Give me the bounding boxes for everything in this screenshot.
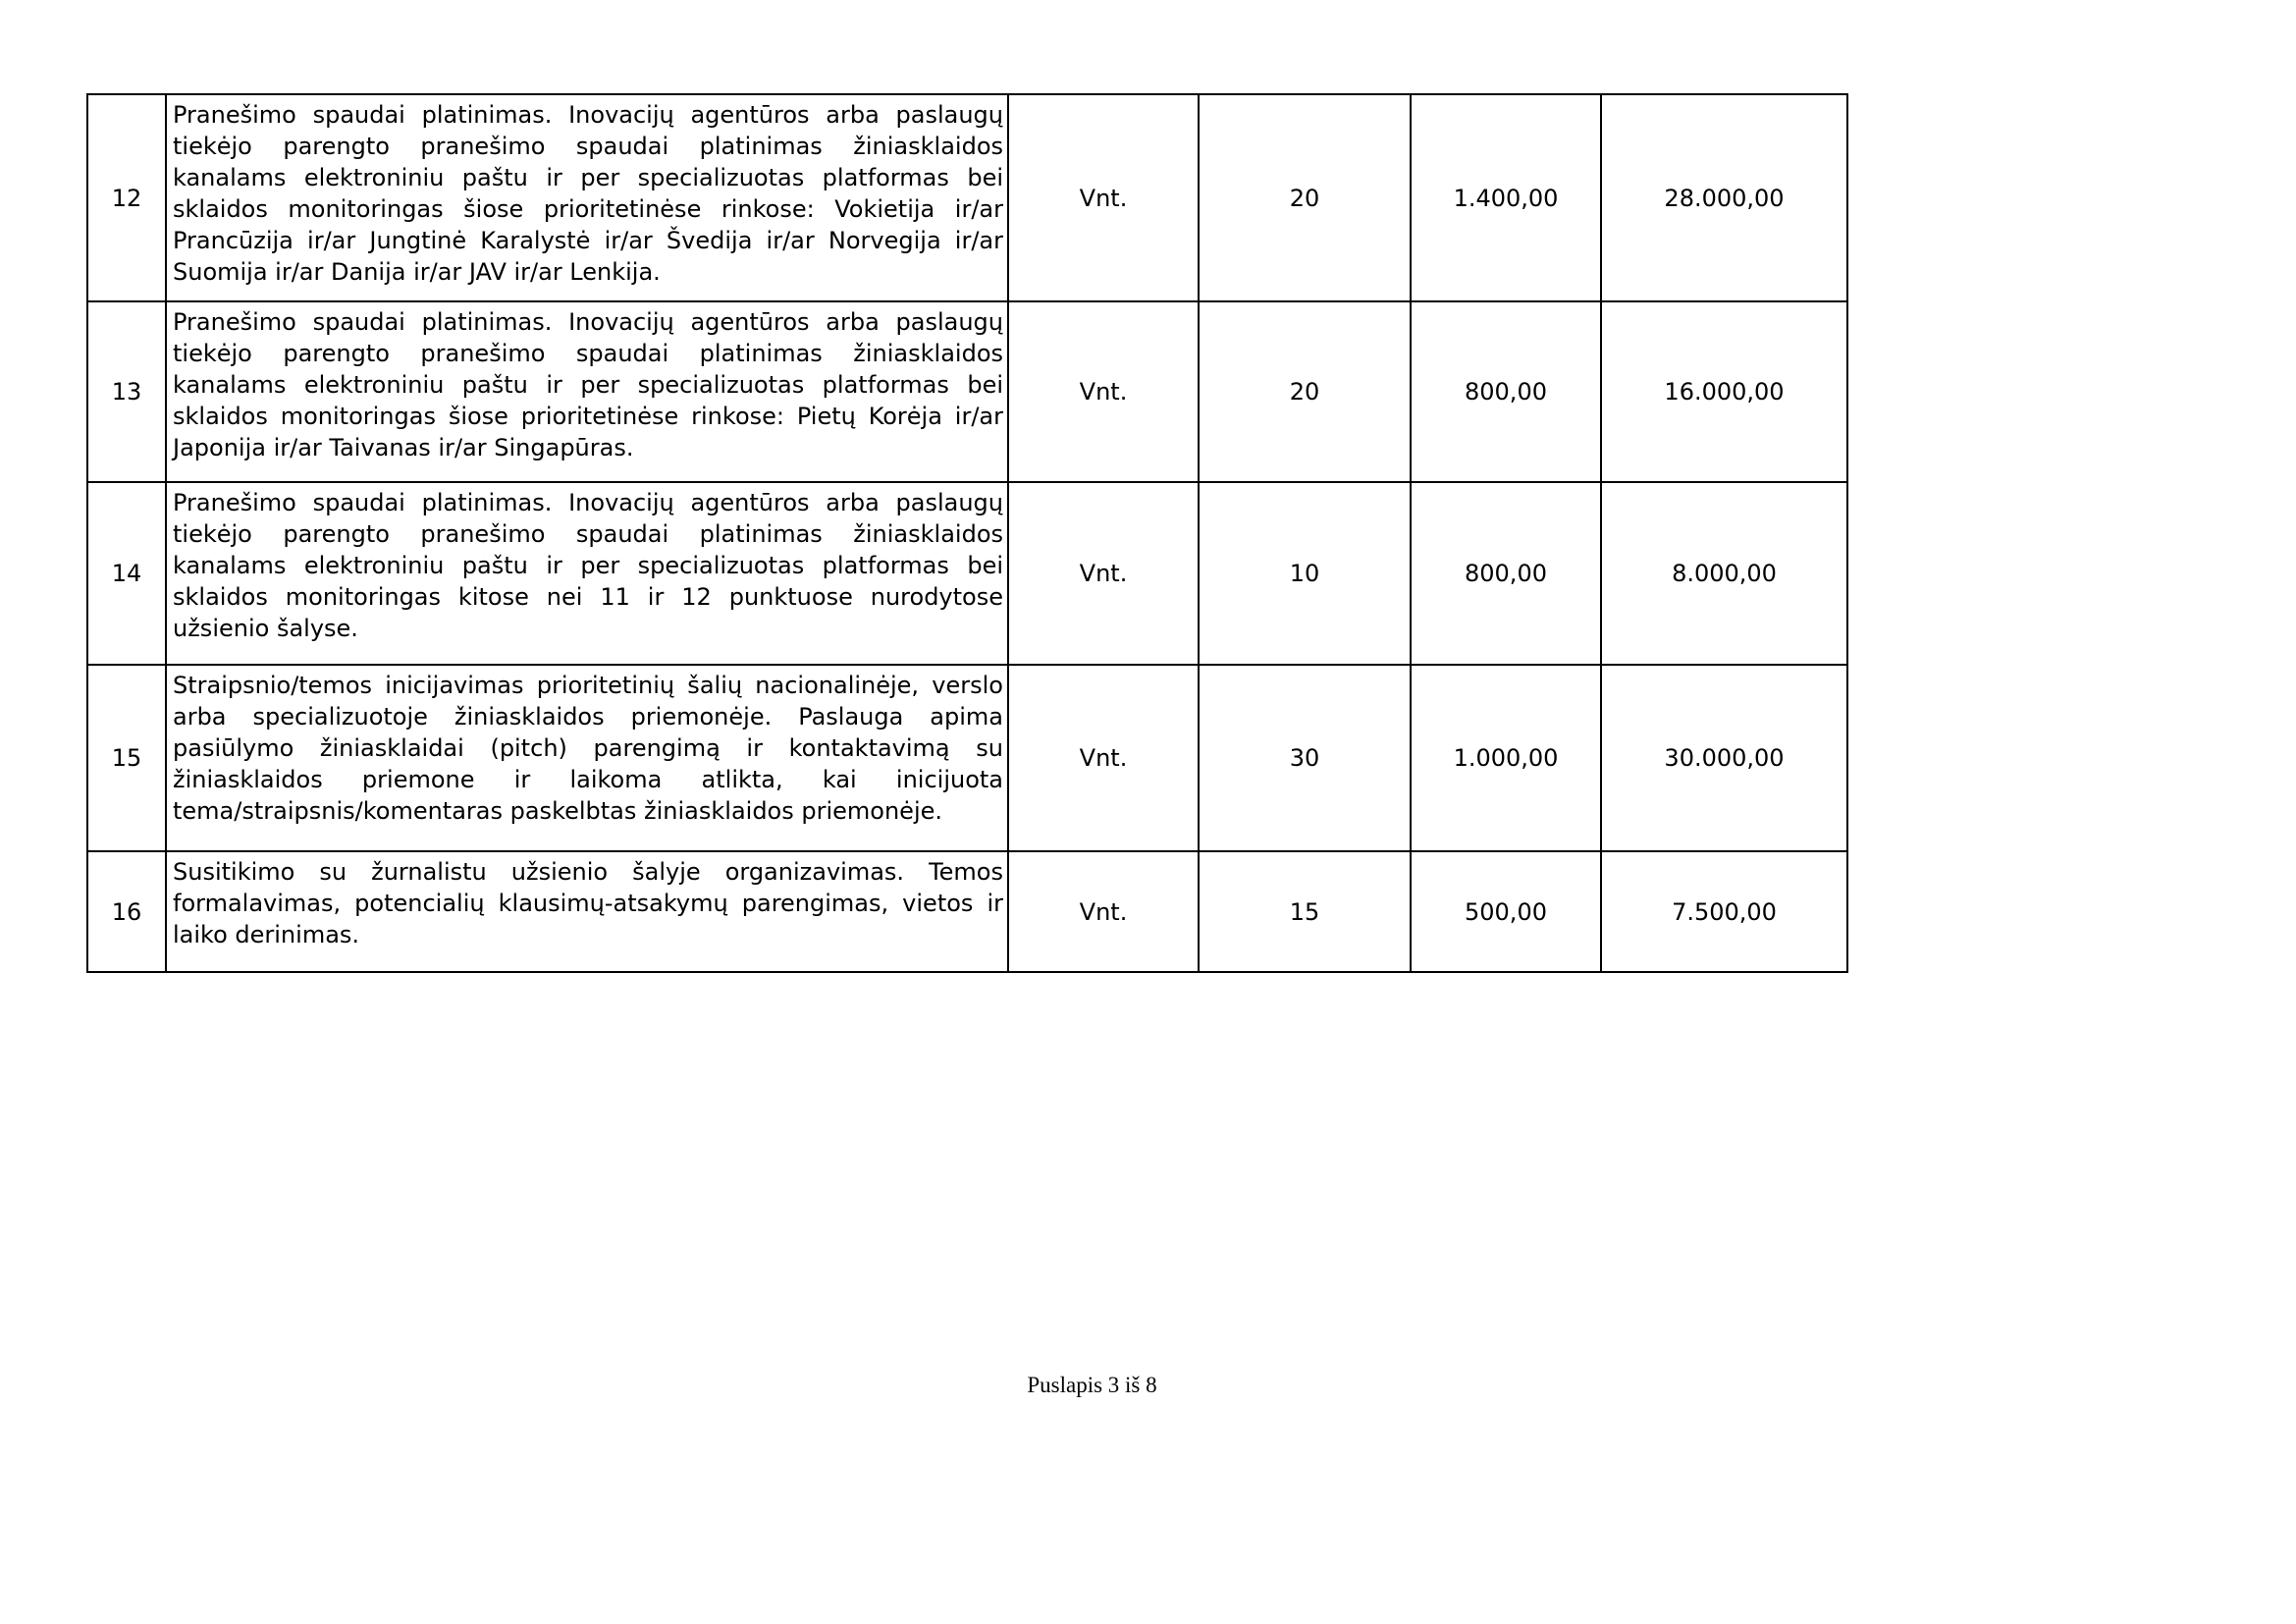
unit-price-cell: 800,00 bbox=[1411, 482, 1601, 665]
row-number-cell: 14 bbox=[87, 482, 166, 665]
description-cell: Pranešimo spaudai platinimas. Inovacijų agentūros arba paslaugų tiekėjo parengto pranešimo spaudai platinimas žiniasklaidos kanalams elektroniniu paštu ir per specializuotas platformas bei sklaidos monitoringas šiose prioritetinėse rinkose: Vokietija ir/ar Prancūzija ir/ar Jungtinė Karalystė ir/ar Švedija ir/ar Norvegija ir/ar Suomija ir/ar Danija ir/ar JAV ir/ar Lenkija. bbox=[166, 94, 1008, 301]
unit-cell: Vnt. bbox=[1008, 851, 1199, 972]
row-number-cell: 12 bbox=[87, 94, 166, 301]
total-cell: 28.000,00 bbox=[1601, 94, 1847, 301]
row-number-cell: 16 bbox=[87, 851, 166, 972]
unit-cell: Vnt. bbox=[1008, 665, 1199, 851]
unit-price-cell: 1.400,00 bbox=[1411, 94, 1601, 301]
table-row bbox=[87, 482, 1847, 665]
description-cell: Susitikimo su žurnalistu užsienio šalyje organizavimas. Temos formalavimas, potencialių klausimų-atsakymų parengimas, vietos ir laiko derinimas. bbox=[166, 851, 1008, 972]
quantity-cell: 15 bbox=[1199, 851, 1411, 972]
total-cell: 7.500,00 bbox=[1601, 851, 1847, 972]
description-cell: Straipsnio/temos inicijavimas prioritetinių šalių nacionalinėje, verslo arba specializuotoje žiniasklaidos priemonėje. Paslauga apima pasiūlymo žiniasklaidai (pitch) parengimą ir kontaktavimą su žiniasklaidos priemone ir laikoma atlikta, kai inicijuota tema/straipsnis/komentaras paskelbtas žiniasklaidos priemonėje. bbox=[166, 665, 1008, 851]
price-table bbox=[86, 93, 1848, 973]
total-cell: 30.000,00 bbox=[1601, 665, 1847, 851]
quantity-cell: 10 bbox=[1199, 482, 1411, 665]
unit-cell: Vnt. bbox=[1008, 301, 1199, 482]
table-row bbox=[87, 851, 1847, 972]
quantity-cell: 20 bbox=[1199, 301, 1411, 482]
description-cell: Pranešimo spaudai platinimas. Inovacijų agentūros arba paslaugų tiekėjo parengto pranešimo spaudai platinimas žiniasklaidos kanalams elektroniniu paštu ir per specializuotas platformas bei sklaidos monitoringas kitose nei 11 ir 12 punktuose nurodytose užsienio šalyse. bbox=[166, 482, 1008, 665]
description-cell: Pranešimo spaudai platinimas. Inovacijų agentūros arba paslaugų tiekėjo parengto pranešimo spaudai platinimas žiniasklaidos kanalams elektroniniu paštu ir per specializuotas platformas bei sklaidos monitoringas šiose prioritetinėse rinkose: Pietų Korėja ir/ar Japonija ir/ar Taivanas ir/ar Singapūras. bbox=[166, 301, 1008, 482]
unit-cell: Vnt. bbox=[1008, 482, 1199, 665]
unit-cell: Vnt. bbox=[1008, 94, 1199, 301]
page-footer: Puslapis 3 iš 8 bbox=[1027, 1373, 1157, 1397]
quantity-cell: 20 bbox=[1199, 94, 1411, 301]
unit-price-cell: 500,00 bbox=[1411, 851, 1601, 972]
table-row bbox=[87, 665, 1847, 851]
table-row bbox=[87, 94, 1847, 301]
table-row bbox=[87, 301, 1847, 482]
total-cell: 16.000,00 bbox=[1601, 301, 1847, 482]
row-number-cell: 15 bbox=[87, 665, 166, 851]
row-number-cell: 13 bbox=[87, 301, 166, 482]
total-cell: 8.000,00 bbox=[1601, 482, 1847, 665]
unit-price-cell: 800,00 bbox=[1411, 301, 1601, 482]
quantity-cell: 30 bbox=[1199, 665, 1411, 851]
unit-price-cell: 1.000,00 bbox=[1411, 665, 1601, 851]
